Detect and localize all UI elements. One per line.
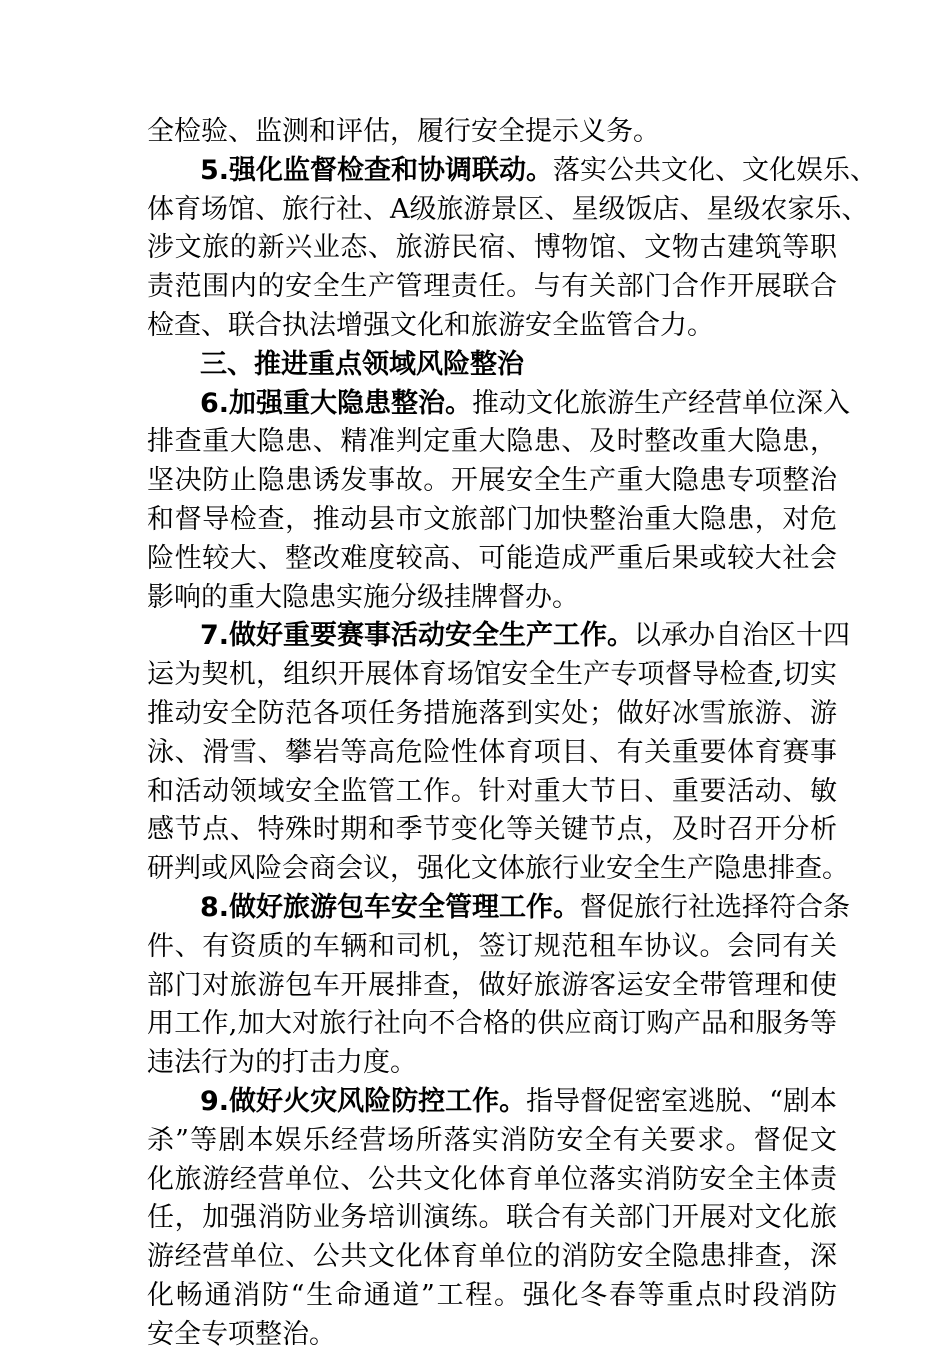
text-line: 全检验、监测和评估，履行安全提示义务。 [147, 116, 660, 147]
text-line: 坚决防止隐患诱发事故。开展安全生产重大隐患专项整治 [147, 465, 837, 496]
item-7-title: 7.做好重要赛事活动安全生产工作。 [200, 620, 635, 651]
text-line: 研判或风险会商会议，强化文体旅行业安全生产隐患排查。 [147, 853, 849, 884]
text-line: 件、有资质的车辆和司机，签订规范租车协议。会同有关 [147, 931, 837, 962]
text-line: 险性较大、整改难度较高、可能造成严重后果或较大社会 [147, 543, 837, 574]
text-line: 和督导检查，推动县市文旅部门加快整治重大隐患，对危 [147, 504, 837, 535]
item-8-text: 督促旅行社选择符合条 [580, 892, 851, 923]
text-line: 感节点、特殊时期和季节变化等关键节点，及时召开分析 [147, 814, 837, 845]
text-line: 安全专项整治。 [147, 1319, 336, 1350]
text-line: 推动安全防范各项任务措施落到实处；做好冰雪旅游、游 [147, 698, 837, 729]
text-line: 用工作,加大对旅行社向不合格的供应商订购产品和服务等 [147, 1008, 837, 1039]
text-line: 杀”等剧本娱乐经营场所落实消防安全有关要求。督促文 [147, 1125, 837, 1156]
item-8-title: 8.做好旅游包车安全管理工作。 [200, 892, 581, 923]
item-6-title: 6.加强重大隐患整治。 [200, 388, 473, 419]
text-line: 责范围内的安全生产管理责任。与有关部门合作开展联合 [147, 271, 837, 302]
text-line: 部门对旅游包车开展排查，做好旅游客运安全带管理和使 [147, 970, 837, 1001]
text-line: 化旅游经营单位、公共文化体育单位落实消防安全主体责 [147, 1164, 837, 1195]
item-8-line [200, 888, 851, 928]
item-9-title: 9.做好火灾风险防控工作。 [200, 1086, 527, 1117]
item-9-text: 指导督促密室逃脱、“剧本 [526, 1086, 837, 1117]
text-line: 游经营单位、公共文化体育单位的消防安全隐患排查，深 [147, 1241, 837, 1272]
item-5-text: 落实公共文化、文化娱乐、 [553, 155, 878, 186]
text-line: 影响的重大隐患实施分级挂牌督办。 [147, 582, 579, 613]
item-7-text: 以承办自治区十四 [634, 620, 851, 651]
text-line: 运为契机，组织开展体育场馆安全生产专项督导检查,切实 [147, 659, 837, 690]
item-7-line [200, 616, 851, 656]
text-line: 化畅通消防“生命通道”工程。强化冬春等重点时段消防 [147, 1280, 837, 1311]
text-line: 检查、联合执法增强文化和旅游安全监管合力。 [147, 310, 714, 341]
item-6-line [200, 384, 851, 424]
item-9-line [200, 1082, 837, 1122]
text-line: 和活动领域安全监管工作。针对重大节日、重要活动、敏 [147, 776, 837, 807]
item-5-title: 5.强化监督检查和协调联动。 [200, 155, 554, 186]
text-line: 任，加强消防业务培训演练。联合有关部门开展对文化旅 [147, 1202, 837, 1233]
text-line: 排查重大隐患、精准判定重大隐患、及时整改重大隐患， [147, 426, 837, 457]
text-line: 泳、滑雪、攀岩等高危险性体育项目、有关重要体育赛事 [147, 737, 837, 768]
text-line: 涉文旅的新兴业态、旅游民宿、博物馆、文物古建筑等职 [147, 232, 837, 263]
item-5-line [200, 151, 878, 191]
section-heading: 三、推进重点领域风险整治 [200, 349, 524, 380]
item-6-text: 推动文化旅游生产经营单位深入 [472, 388, 851, 419]
text-line: 体育场馆、旅行社、A级旅游景区、星级饭店、星级农家乐、 [147, 194, 869, 225]
text-line: 违法行为的打击力度。 [147, 1047, 417, 1078]
